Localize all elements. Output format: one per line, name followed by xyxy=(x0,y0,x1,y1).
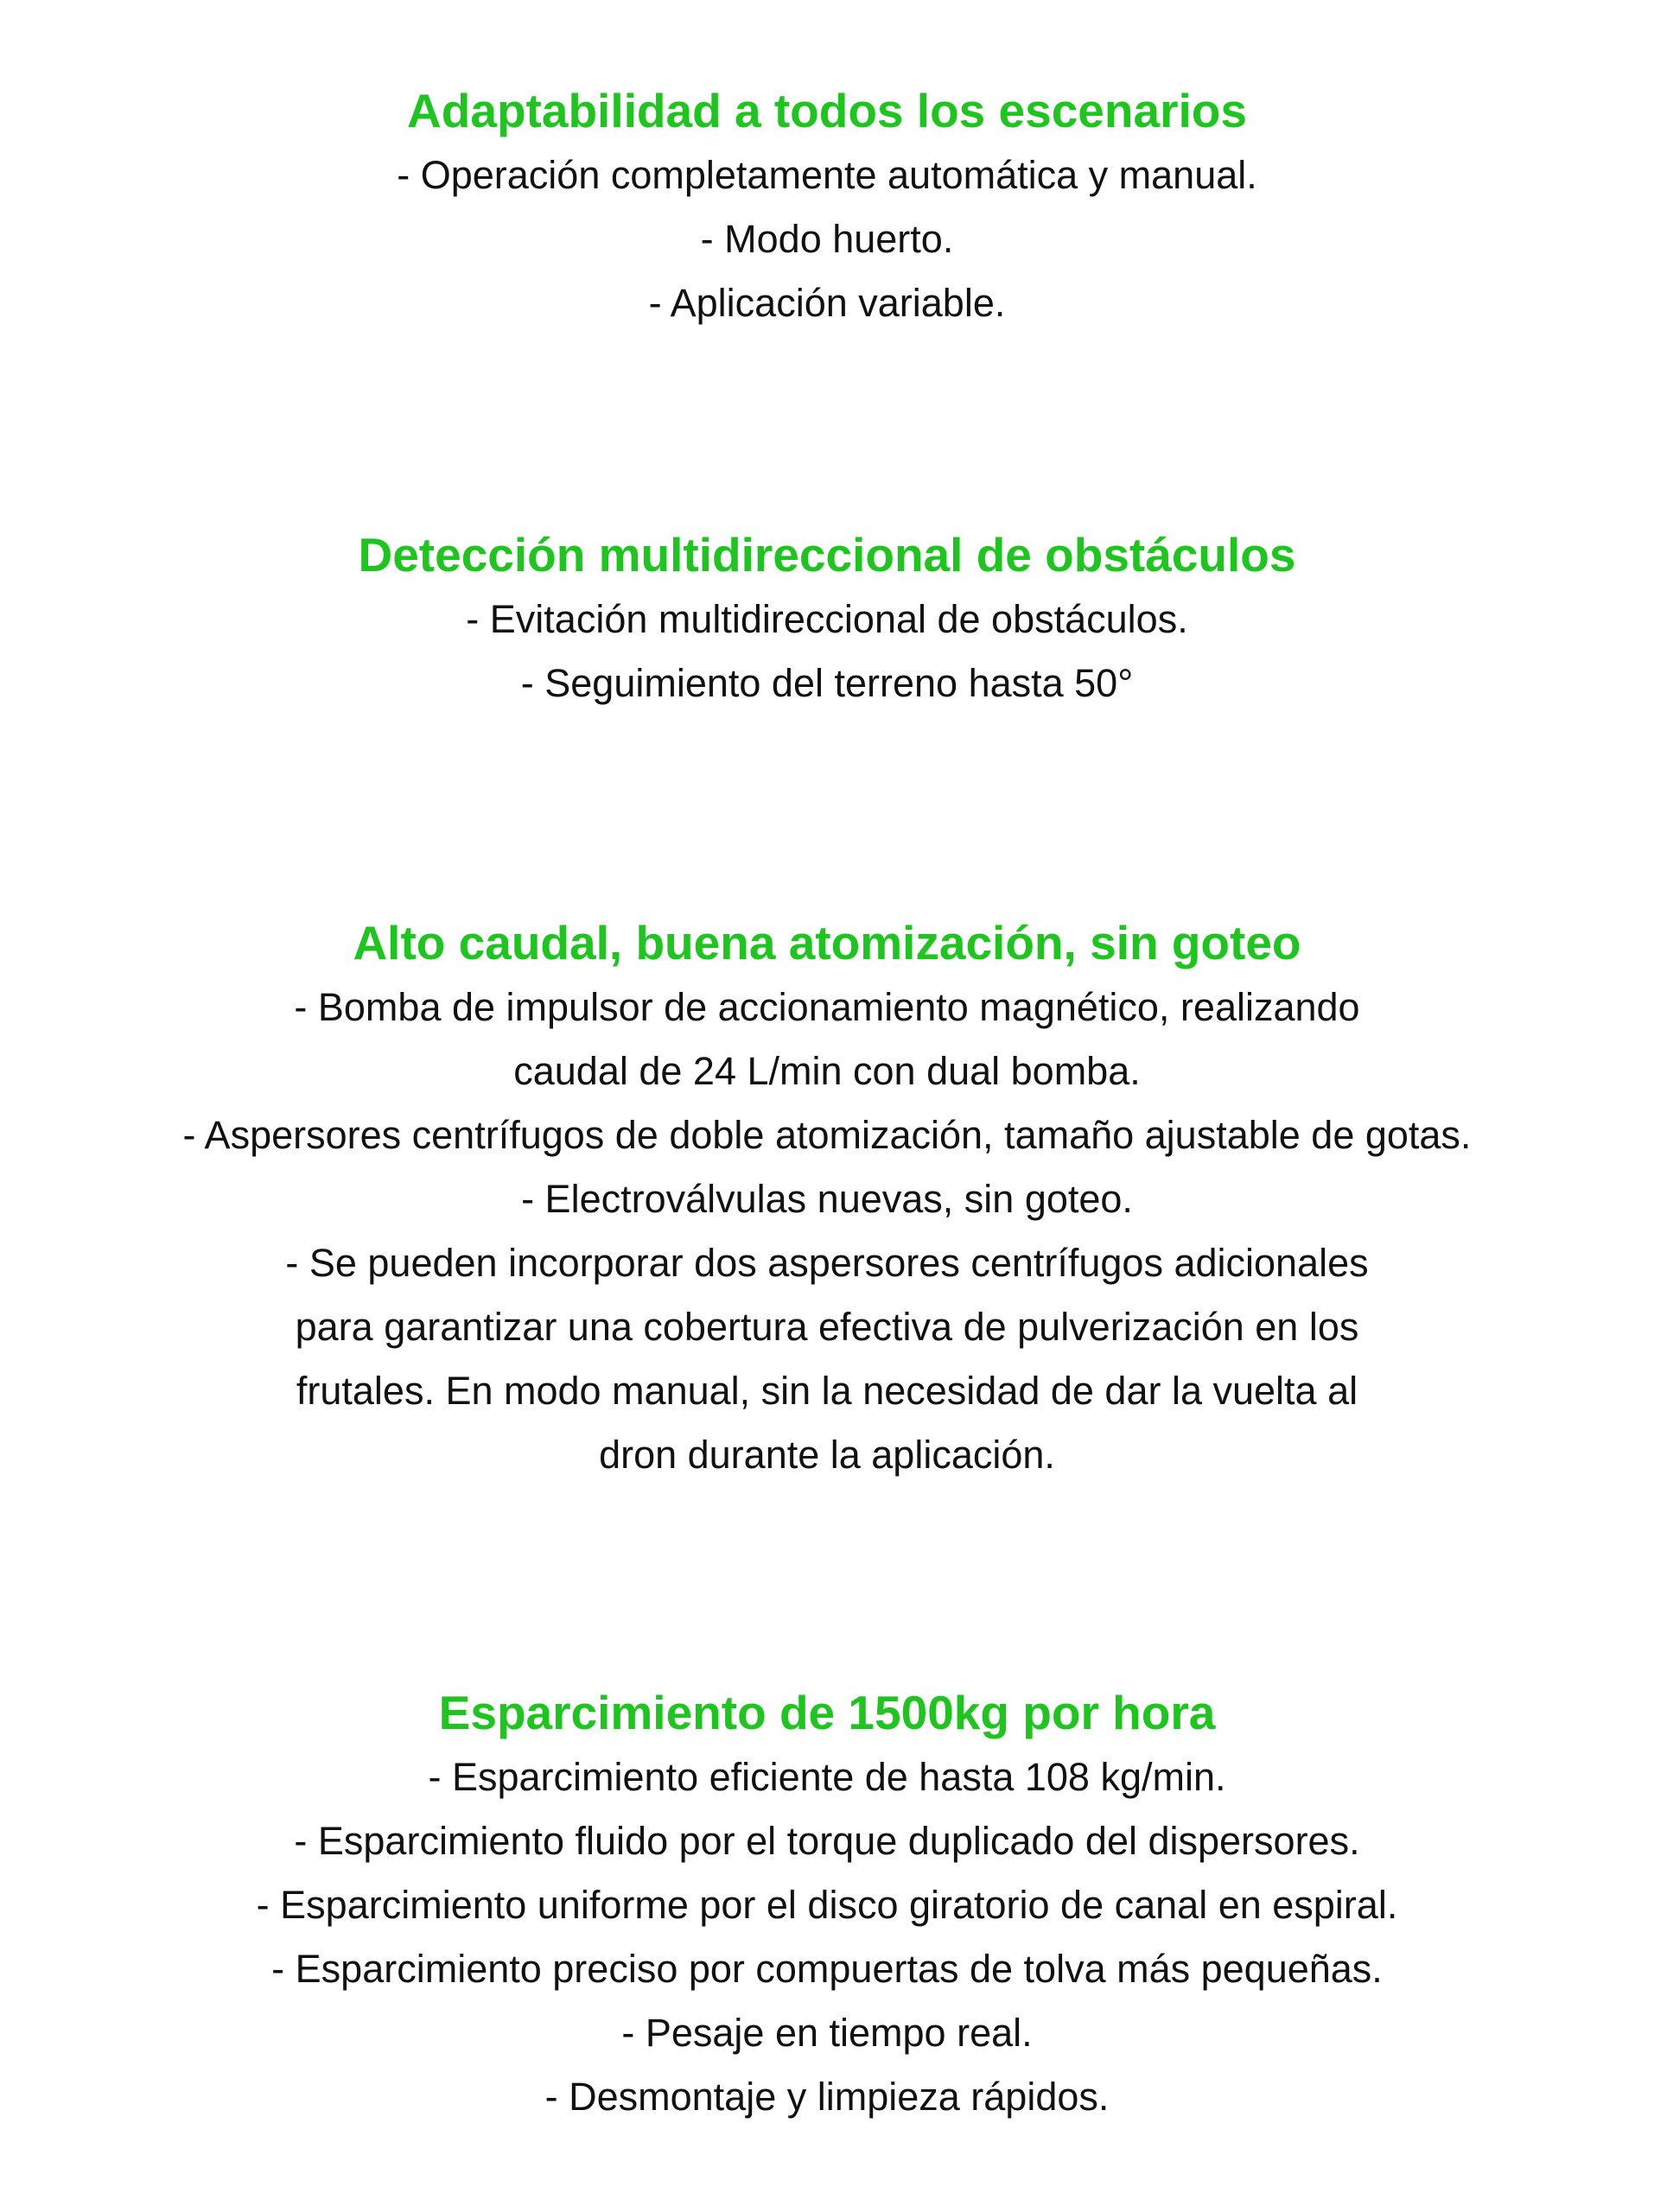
feature-list xyxy=(0,588,1654,715)
feature-line: caudal de 24 L/min con dual bomba. xyxy=(513,1049,1141,1093)
feature-line: - Esparcimiento preciso por compuertas de tolva más pequeñas. xyxy=(271,1947,1383,1991)
feature-list xyxy=(0,143,1654,335)
section-heading: Adaptabilidad a todos los escenarios xyxy=(407,84,1247,137)
feature-line: para garantizar una cobertura efectiva de pulverización en los xyxy=(295,1305,1359,1349)
feature-line: - Evitación multidireccional de obstáculos. xyxy=(466,597,1188,641)
feature-line: - Seguimiento del terreno hasta 50° xyxy=(520,661,1134,705)
section-heading: Detección multidireccional de obstáculos xyxy=(358,528,1296,582)
feature-line: - Esparcimiento fluido por el torque duplicado del dispersores. xyxy=(294,1819,1360,1863)
feature-line: - Aspersores centrífugos de doble atomización, tamaño ajustable de gotas. xyxy=(182,1113,1472,1157)
feature-line: - Modo huerto. xyxy=(700,217,954,261)
section-heading: Esparcimiento de 1500kg por hora xyxy=(438,1686,1216,1739)
feature-line: - Aplicación variable. xyxy=(648,281,1006,325)
section-obstacle-detection xyxy=(0,522,1654,715)
feature-line: - Se pueden incorporar dos aspersores centrífugos adicionales xyxy=(285,1241,1369,1285)
section-heading: Alto caudal, buena atomización, sin goteo xyxy=(353,916,1301,969)
feature-line: - Electroválvulas nuevas, sin goteo. xyxy=(521,1177,1133,1221)
feature-line: dron durante la aplicación. xyxy=(599,1433,1055,1477)
feature-line: frutales. En modo manual, sin la necesidad de dar la vuelta al xyxy=(296,1369,1358,1413)
feature-line: - Desmontaje y limpieza rápidos. xyxy=(544,2075,1110,2119)
feature-list xyxy=(0,976,1654,1487)
feature-line: - Esparcimiento eficiente de hasta 108 kg/min. xyxy=(428,1755,1226,1799)
section-adaptability xyxy=(0,78,1654,335)
section-high-flow xyxy=(0,910,1654,1487)
feature-list xyxy=(0,1745,1654,2129)
feature-line: - Esparcimiento uniforme por el disco giratorio de canal en espiral. xyxy=(256,1883,1398,1927)
section-spreading xyxy=(0,1680,1654,2129)
feature-line: - Operación completamente automática y manual. xyxy=(397,153,1257,197)
feature-line: - Pesaje en tiempo real. xyxy=(621,2011,1033,2055)
feature-line: - Bomba de impulsor de accionamiento magnético, realizando xyxy=(294,985,1360,1029)
